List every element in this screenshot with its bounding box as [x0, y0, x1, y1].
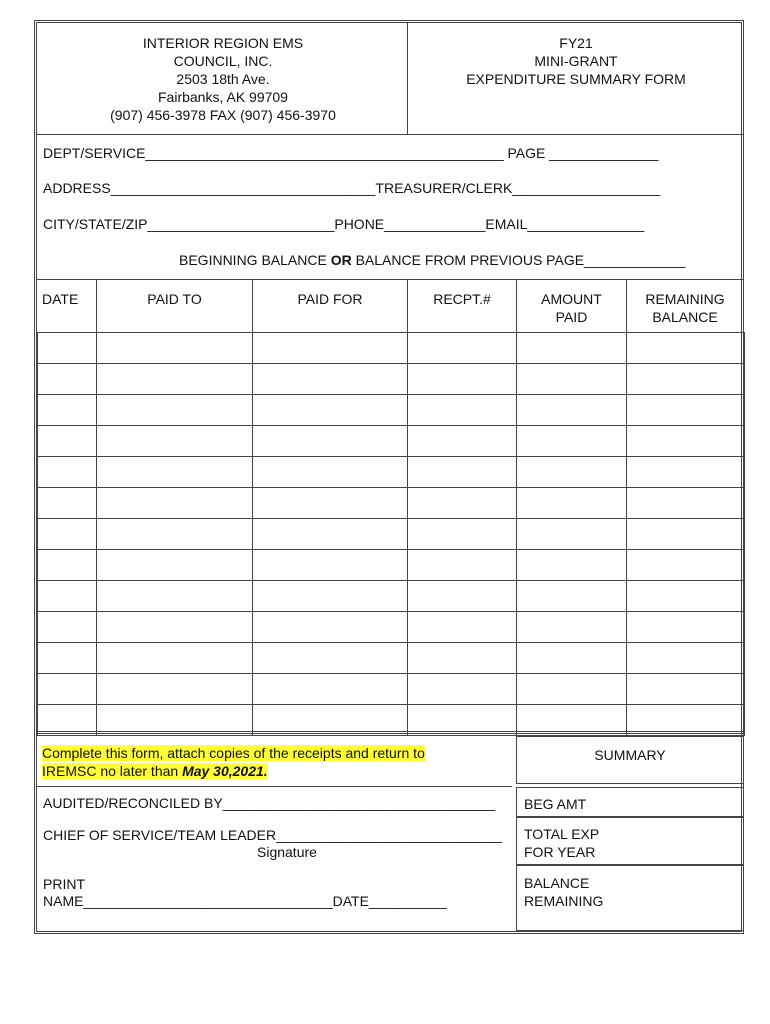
- table-cell[interactable]: [516, 611, 627, 643]
- table-cell[interactable]: [252, 673, 408, 705]
- table-cell[interactable]: [96, 332, 253, 364]
- table-cell[interactable]: [252, 394, 408, 426]
- table-cell[interactable]: [407, 456, 517, 488]
- table-cell[interactable]: [407, 642, 517, 674]
- col-remaining-balance: REMAINING BALANCE: [645, 291, 725, 325]
- table-cell[interactable]: [516, 673, 627, 705]
- summary-header-box: [516, 736, 744, 784]
- table-cell[interactable]: [626, 611, 745, 643]
- org-name-line: COUNCIL, INC.: [173, 53, 273, 69]
- table-cell[interactable]: [626, 642, 745, 674]
- form-type: MINI-GRANT: [534, 53, 618, 69]
- table-cell[interactable]: [37, 456, 97, 488]
- table-cell[interactable]: [252, 611, 408, 643]
- table-bottom-rule: [37, 731, 744, 734]
- table-cell[interactable]: [37, 580, 97, 612]
- signature-top-rule: [37, 786, 512, 787]
- table-cell[interactable]: [516, 363, 627, 395]
- table-cell[interactable]: [407, 332, 517, 364]
- table-cell[interactable]: [407, 580, 517, 612]
- table-cell[interactable]: [96, 456, 253, 488]
- table-cell[interactable]: [96, 425, 253, 457]
- table-cell[interactable]: [626, 363, 745, 395]
- table-cell[interactable]: [37, 363, 97, 395]
- balance-previous-label: BALANCE FROM PREVIOUS PAGE_____________: [351, 252, 686, 268]
- print-label: PRINT: [43, 876, 85, 892]
- table-cell[interactable]: [626, 518, 745, 550]
- table-cell[interactable]: [407, 611, 517, 643]
- table-cell[interactable]: [37, 673, 97, 705]
- table-cell[interactable]: [516, 456, 627, 488]
- beg-amt-label: BEG AMT: [524, 796, 587, 812]
- balance-or: OR: [330, 252, 352, 268]
- table-cell[interactable]: [516, 425, 627, 457]
- table-cell[interactable]: [252, 456, 408, 488]
- instructions-note: [42, 744, 482, 780]
- table-cell[interactable]: [96, 518, 253, 550]
- table-cell[interactable]: [626, 456, 745, 488]
- table-cell[interactable]: [407, 363, 517, 395]
- org-phone-line: (907) 456-3978 FAX (907) 456-3970: [110, 107, 336, 123]
- table-cell[interactable]: [96, 394, 253, 426]
- table-cell[interactable]: [407, 425, 517, 457]
- table-cell[interactable]: [96, 642, 253, 674]
- city-state-zip-field[interactable]: CITY/STATE/ZIP________________________PHONE_____________EMAIL_______________: [43, 216, 645, 232]
- table-cell[interactable]: [252, 487, 408, 519]
- table-cell[interactable]: [626, 580, 745, 612]
- table-cell[interactable]: [37, 394, 97, 426]
- signature-label: Signature: [257, 844, 317, 860]
- table-cell[interactable]: [516, 549, 627, 581]
- fiscal-year: FY21: [559, 35, 593, 51]
- table-cell[interactable]: [37, 611, 97, 643]
- table-cell[interactable]: [407, 394, 517, 426]
- org-name-line: INTERIOR REGION EMS: [142, 35, 304, 51]
- deadline-text: May 30,2021.: [182, 763, 268, 779]
- col-receipt: RECPT.#: [433, 291, 491, 307]
- table-cell[interactable]: [626, 394, 745, 426]
- table-cell[interactable]: [626, 332, 745, 364]
- table-cell[interactable]: [252, 580, 408, 612]
- table-cell[interactable]: [252, 332, 408, 364]
- table-cell[interactable]: [37, 549, 97, 581]
- table-cell[interactable]: [407, 673, 517, 705]
- total-exp-box[interactable]: [516, 817, 744, 865]
- address-field[interactable]: ADDRESS__________________________________TREASURER/CLERK___________________: [43, 180, 661, 196]
- table-cell[interactable]: [516, 332, 627, 364]
- table-top-rule: [37, 279, 744, 280]
- table-cell[interactable]: [516, 580, 627, 612]
- col-paid-for: PAID FOR: [297, 291, 363, 307]
- table-cell[interactable]: [407, 549, 517, 581]
- table-cell[interactable]: [37, 425, 97, 457]
- table-cell[interactable]: [252, 549, 408, 581]
- table-cell[interactable]: [516, 394, 627, 426]
- table-cell[interactable]: [516, 518, 627, 550]
- col-amount-paid: AMOUNT PAID: [541, 291, 602, 325]
- table-cell[interactable]: [516, 487, 627, 519]
- table-cell[interactable]: [252, 425, 408, 457]
- beg-amt-box[interactable]: [516, 787, 744, 817]
- col-date: DATE: [42, 291, 79, 307]
- table-cell[interactable]: [37, 642, 97, 674]
- table-cell[interactable]: [252, 518, 408, 550]
- audited-field[interactable]: AUDITED/RECONCILED BY___________________________________: [43, 795, 496, 811]
- instructions-text: Complete this form, attach copies of the receipts and return to IREMSC no later than: [42, 745, 425, 779]
- table-cell[interactable]: [96, 487, 253, 519]
- balance-remaining-box[interactable]: [516, 865, 744, 931]
- chief-of-service-field[interactable]: CHIEF OF SERVICE/TEAM LEADER_____________________________: [43, 827, 502, 843]
- table-cell[interactable]: [252, 363, 408, 395]
- table-cell[interactable]: [407, 518, 517, 550]
- org-city-line: Fairbanks, AK 99709: [158, 89, 288, 105]
- summary-title: SUMMARY: [594, 747, 666, 763]
- form-title: EXPENDITURE SUMMARY FORM: [466, 71, 686, 87]
- table-cell[interactable]: [37, 332, 97, 364]
- org-address-line: 2503 18th Ave.: [176, 71, 270, 87]
- beginning-balance-field[interactable]: [179, 251, 685, 269]
- table-cell[interactable]: [96, 363, 253, 395]
- print-name-date-field[interactable]: NAME________________________________DATE__________: [43, 893, 447, 909]
- table-cell[interactable]: [37, 487, 97, 519]
- table-cell[interactable]: [626, 487, 745, 519]
- total-exp-label: TOTAL EXP FOR YEAR: [524, 826, 600, 860]
- table-cell[interactable]: [37, 518, 97, 550]
- form-title-block: [408, 34, 744, 88]
- organization-block: [38, 34, 408, 124]
- table-cell[interactable]: [96, 580, 253, 612]
- header-rule: [37, 134, 744, 135]
- balance-remaining-label: BALANCE REMAINING: [524, 875, 604, 909]
- table-cell[interactable]: [626, 549, 745, 581]
- table-cell[interactable]: [626, 425, 745, 457]
- table-cell[interactable]: [626, 673, 745, 705]
- table-cell[interactable]: [252, 642, 408, 674]
- col-paid-to: PAID TO: [147, 291, 202, 307]
- dept-service-field[interactable]: DEPT/SERVICE______________________________________________ PAGE ______________: [43, 145, 659, 161]
- table-cell[interactable]: [96, 673, 253, 705]
- table-cell[interactable]: [96, 611, 253, 643]
- table-cell[interactable]: [96, 549, 253, 581]
- table-cell[interactable]: [516, 642, 627, 674]
- table-cell[interactable]: [407, 487, 517, 519]
- balance-label: BEGINNING BALANCE: [179, 252, 331, 268]
